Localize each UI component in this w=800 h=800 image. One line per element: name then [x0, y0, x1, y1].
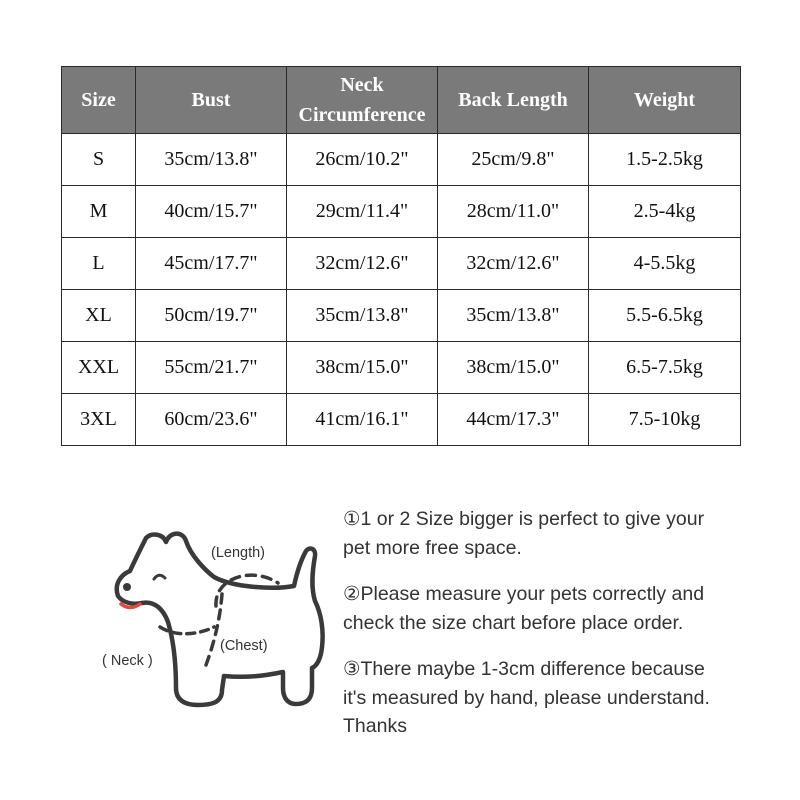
cell-back-length: 38cm/15.0"	[438, 342, 589, 394]
header-neck-circumference: Neck Circumference	[287, 67, 438, 134]
table-row	[62, 342, 741, 394]
size-chart-table	[61, 66, 741, 446]
cell-size: M	[62, 186, 136, 238]
table-row	[62, 290, 741, 342]
cell-neck: 41cm/16.1"	[287, 394, 438, 446]
chest-label: (Chest)	[220, 638, 268, 654]
table-header-row	[62, 67, 741, 134]
cell-back-length: 44cm/17.3"	[438, 394, 589, 446]
cell-neck: 29cm/11.4"	[287, 186, 438, 238]
length-label: (Length)	[211, 545, 266, 561]
cell-neck: 35cm/13.8"	[287, 290, 438, 342]
note-measure-difference: ③There maybe 1-3cm difference because it's measured by hand, please understand. Thanks	[343, 658, 710, 737]
cell-weight: 6.5-7.5kg	[589, 342, 741, 394]
table-row	[62, 186, 741, 238]
cell-size: 3XL	[62, 394, 136, 446]
cell-neck: 38cm/15.0"	[287, 342, 438, 394]
cell-bust: 50cm/19.7"	[136, 290, 287, 342]
cell-weight: 4-5.5kg	[589, 238, 741, 290]
note-size-bigger: ①1 or 2 Size bigger is perfect to give your pet more free space.	[343, 508, 705, 559]
size-notes	[343, 505, 733, 759]
dog-eye-icon	[154, 575, 165, 579]
cell-bust: 40cm/15.7"	[136, 186, 287, 238]
header-back-length: Back Length	[438, 67, 589, 134]
dog-nose-icon	[123, 583, 131, 591]
header-weight: Weight	[589, 67, 741, 134]
cell-neck: 32cm/12.6"	[287, 238, 438, 290]
cell-weight: 7.5-10kg	[589, 394, 741, 446]
table-row	[62, 134, 741, 186]
cell-bust: 55cm/21.7"	[136, 342, 287, 394]
cell-weight: 1.5-2.5kg	[589, 134, 741, 186]
cell-size: XXL	[62, 342, 136, 394]
note-measure-correctly: ②Please measure your pets correctly and check the size chart before place order.	[343, 583, 705, 634]
dog-measurement-diagram	[100, 508, 332, 724]
cell-back-length: 25cm/9.8"	[438, 134, 589, 186]
cell-size: XL	[62, 290, 136, 342]
cell-back-length: 35cm/13.8"	[438, 290, 589, 342]
cell-bust: 60cm/23.6"	[136, 394, 287, 446]
cell-back-length: 28cm/11.0"	[438, 186, 589, 238]
cell-size: L	[62, 238, 136, 290]
cell-bust: 45cm/17.7"	[136, 238, 287, 290]
cell-back-length: 32cm/12.6"	[438, 238, 589, 290]
header-bust: Bust	[136, 67, 287, 134]
cell-size: S	[62, 134, 136, 186]
cell-neck: 26cm/10.2"	[287, 134, 438, 186]
table-row	[62, 238, 741, 290]
table-row	[62, 394, 741, 446]
header-size: Size	[62, 67, 136, 134]
cell-weight: 5.5-6.5kg	[589, 290, 741, 342]
neck-label: ( Neck )	[102, 653, 153, 669]
cell-weight: 2.5-4kg	[589, 186, 741, 238]
cell-bust: 35cm/13.8"	[136, 134, 287, 186]
